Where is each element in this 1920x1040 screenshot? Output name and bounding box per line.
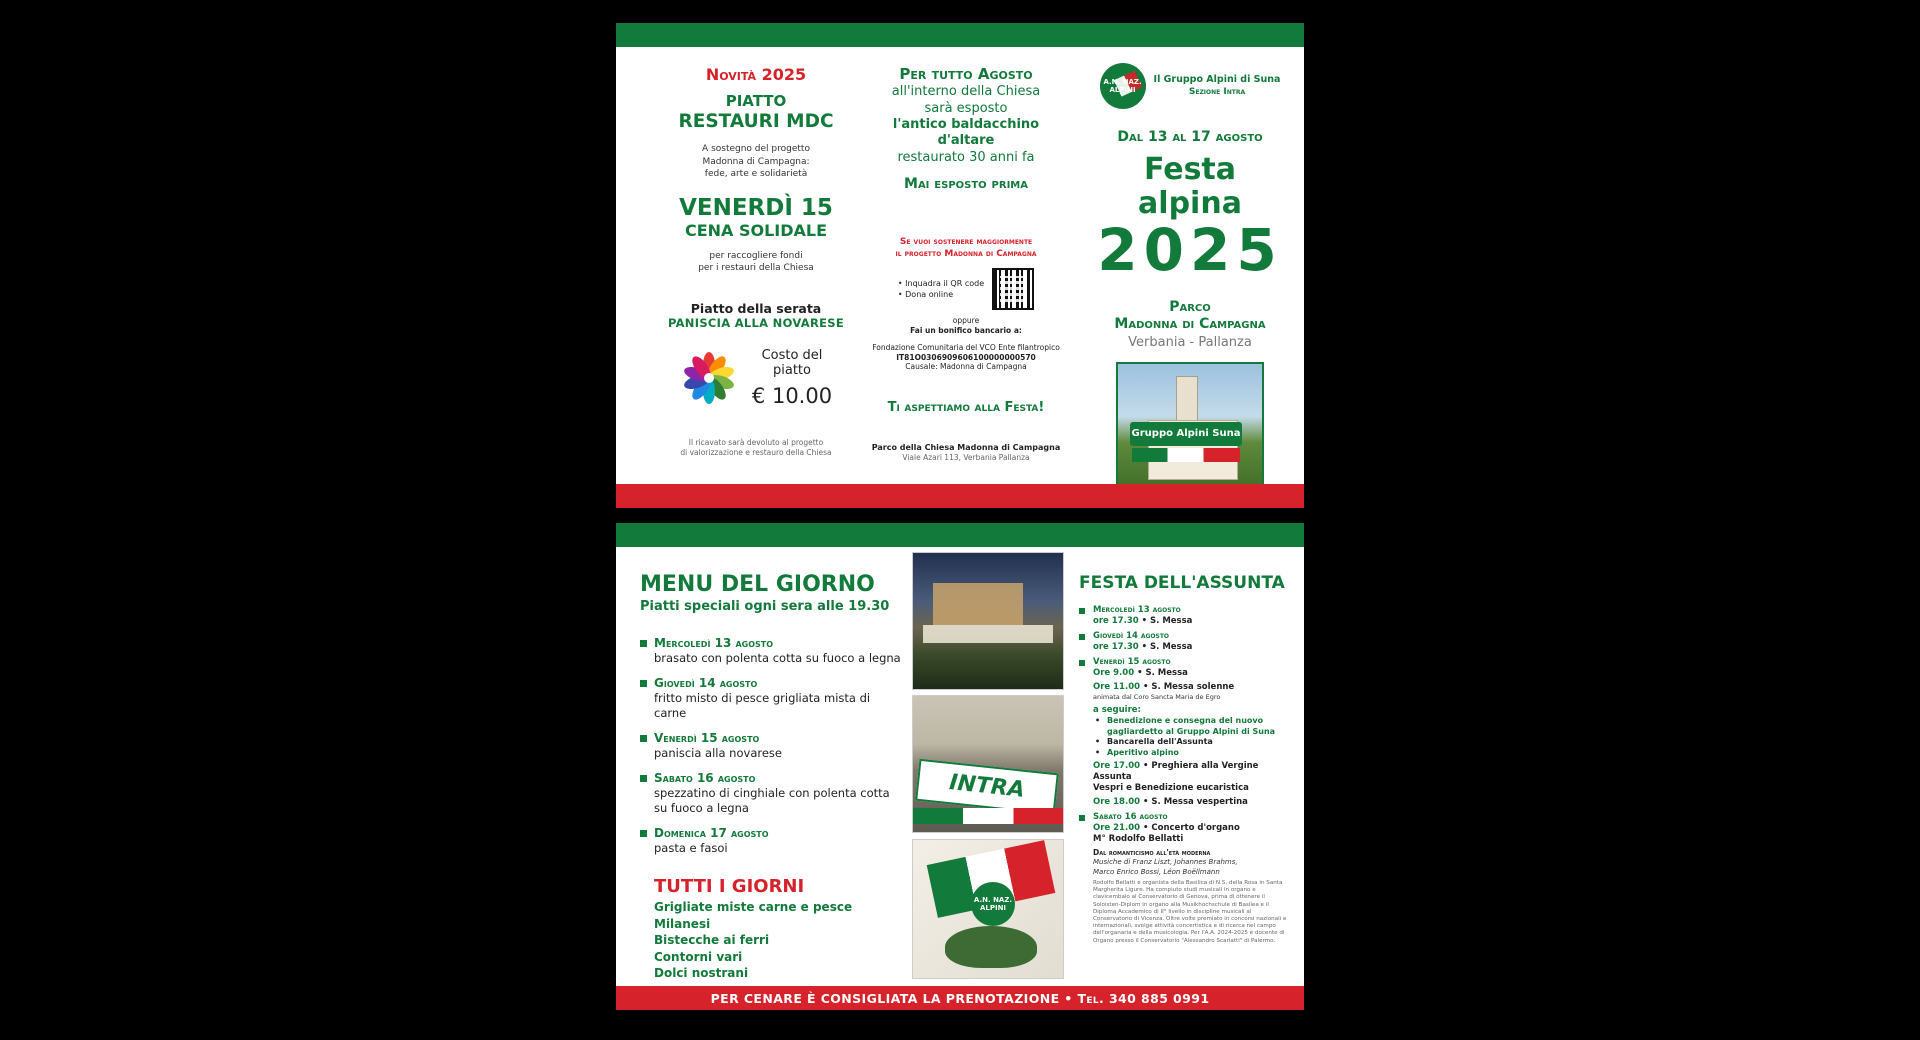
col-festa-alpina (1094, 63, 1286, 497)
menu-item: Sabato 16 agosto spezzatino di cinghiale con polenta cotta su fuoco a legna (640, 771, 902, 816)
novita-heading: Novità 2025 (705, 65, 807, 84)
gruppo-logo-row (1094, 63, 1286, 109)
interno-text: all'interno della Chiesa sarà esposto (891, 84, 1041, 116)
flower-logo-icon (680, 349, 738, 407)
tutti-item: Bistecche ai ferri (654, 933, 770, 947)
organist-bio: Rodolfo Bellatti è organista della Basilica di N.S. della Rosa in Santa Margherita Ligure. Ha compiuto studi musicali in organo e clavicembalo al Conservatorio di Genova, prima di ottenere il Soloisten-Diplom in organo alla Musikhochschule di Basilea e il Diploma Accademico di II° livello in discipline musicali al Conservatorio di Vicenza. Oltre volte premiato in concorsi nazionali e internazionali, svolge attività concertistica e di ricerca nel campo dell'organaria e della musicologia. Per l'A.A. 2024-2025 è docente di Organo presso il Conservatorio "Alessandro Scarlatti" di Palermo. (1093, 880, 1287, 944)
footer-band (616, 986, 1304, 1010)
flyer-front (616, 23, 1304, 508)
event-item: Giovedì 14 agosto ore 17.30 • S. Messa (1079, 631, 1289, 653)
parco-chiesa-text: Parco della Chiesa Madonna di Campagna (871, 442, 1061, 452)
photo-evening-party (912, 552, 1064, 690)
cost-row (656, 348, 856, 408)
col-baldacchino (866, 65, 1066, 462)
assunta-title: FESTA DELL'ASSUNTA (1079, 573, 1285, 593)
menu-item: Venerdì 15 agosto paniscia alla novarese (640, 731, 902, 761)
oppure-text: oppure (952, 316, 980, 325)
flyer-back (616, 523, 1304, 1010)
sostegno-text: A sostegno del progetto Madonna di Campagna: fede, arte e solidarietà (702, 144, 810, 179)
menu-item: Mercoledì 13 agosto brasato con polenta cotta su fuoco a legna (640, 636, 902, 666)
menu-item: Giovedì 14 agosto fritto misto di pesce grigliata mista di carne (640, 676, 902, 721)
piatto-serata: Piatto della serata (690, 300, 822, 316)
event-item: Sabato 16 agosto Ore 21.00 • Concerto d'organo M° Rodolfo Bellatti Dal romanticismo all'età moderna Musiche di Franz Liszt, Johannes Brahms, Marco Enrico Bossi, Léon Boëllmann Rodolfo Bellatti è organista della Basilica di N.S. della Rosa in Santa Margherita Ligure. Ha compiuto studi musicali in organo e clavicembalo al Conservatorio di Genova, prima di ottenere il Soloisten-Diplom in organo alla Musikhochschule di Basilea e il Diploma Accademico di II° livello in discipline musicali al Conservatorio di Vicenza. Oltre volte premiato in concorsi nazionali e internazionali, svolge attività concertistica e di ricerca nel campo dell'organaria e della musicologia. Per l'A.A. 2024-2025 è docente di Organo presso il Conservatorio "Alessandro Scarlatti" di Palermo. (1079, 812, 1289, 945)
festa-title: Festa alpina (1138, 152, 1242, 221)
footer-text: PER CENARE È CONSIGLIATA LA PRENOTAZIONE • Tel. 340 885 0991 (710, 990, 1210, 1006)
sostieni-text: Se vuoi sostenere maggiormente il progetto Madonna di Campagna (895, 237, 1037, 259)
tutti-giorni-title: TUTTI I GIORNI (654, 876, 805, 897)
menu-del-giorno (640, 573, 902, 982)
parco-label: Parco Madonna di Campagna (1114, 299, 1266, 332)
cena-solidale: CENA SOLIDALE (684, 220, 828, 240)
top-green-band (616, 23, 1304, 47)
photo-intra-parade: INTRA (912, 695, 1064, 833)
festa-year: 2025 (1097, 216, 1283, 284)
tutti-item: Contorni vari (654, 949, 743, 964)
fondazione-text: Fondazione Comunitaria del VCO Ente filantropico IT81O0306909606100000000570 Causale: Madonna di Campagna (872, 343, 1060, 371)
photo-alpini-emblem: A.N. NAZ. ALPINI (912, 839, 1064, 979)
festa-assunta (1079, 573, 1289, 949)
seguire-list: • Benedizione e consegna del nuovo gagliardetto al Gruppo Alpini di Suna • Bancarella dell'Assunta • Aperitivo alpino (1093, 716, 1289, 758)
cost-block (752, 348, 832, 408)
qr-row (866, 268, 1066, 310)
verbania-label: Verbania - Pallanza (1128, 335, 1252, 350)
event-item: Mercoledì 13 agosto ore 17.30 • S. Messa (1079, 605, 1289, 627)
qr-item: • Inquadra il QR code (898, 278, 984, 289)
aspettiamo-text: Ti aspettiamo alla Festa! (887, 399, 1045, 415)
restaurato-text: restaurato 30 anni fa (897, 150, 1035, 165)
menu-title: MENU DEL GIORNO (640, 572, 875, 597)
costo-label: Costo del piatto (761, 347, 823, 378)
event-item: Venerdì 15 agosto Ore 9.00 • S. Messa Ore 11.00 • S. Messa solenne animata dal Coro Sancta Maria de Egro a seguire: • Benedizione e consegna del nuovo gagliardetto al Gruppo Alpini di Suna • Bancarella dell'Assunta • Aperitivo alpino Ore 17.00 • Preghiera alla Vergine Assunta Vespri e Benedizione eucaristica Ore 18.00 • S. Messa vespertina (1079, 657, 1289, 808)
tutti-item: Dolci nostrani (654, 966, 749, 980)
raccolta-text: per raccogliere fondi per i restauri della Chiesa (698, 250, 814, 273)
tutti-giorni-list (640, 899, 902, 982)
bottom-green-band (616, 523, 1304, 547)
top-red-band (616, 484, 1304, 508)
menu-list (640, 636, 902, 856)
menu-subtitle: Piatti speciali ogni sera alle 19.30 (640, 599, 890, 614)
col-piatto-restauri (656, 65, 856, 458)
indirizzo-text: Viale Azari 113, Verbania Pallanza (902, 452, 1030, 462)
mai-esposto: Mai esposto prima (904, 176, 1028, 192)
date-range: Dal 13 al 17 agosto (1117, 129, 1263, 145)
qr-list (898, 278, 984, 300)
gruppo-text: Il Gruppo Alpini di Suna Sezione Intra (1153, 74, 1281, 97)
venerdi-heading: VENERDÌ 15 (679, 194, 833, 221)
restauri-mdc: RESTAURI MDC (678, 111, 834, 132)
assunta-list (1079, 605, 1289, 945)
ricavato-note: Il ricavato sarà devoluto al progetto di valorizzazione e restauro della Chiesa (680, 437, 832, 457)
alpini-logo-icon: A.N. NAZ. ALPINI (1100, 63, 1146, 109)
qr-code[interactable] (992, 268, 1034, 310)
menu-item: Domenica 17 agosto pasta e fasoi (640, 826, 902, 856)
baldacchino-text: l'antico baldacchino d'altare (892, 117, 1040, 148)
bonifico-text: Fai un bonifico bancario a: (910, 325, 1022, 335)
paniscia-label: PANISCIA ALLA NOVARESE (667, 315, 845, 330)
price-value: € 10.00 (751, 383, 833, 408)
tutti-item: Grigliate miste carne e pesce (654, 900, 853, 914)
agosto-heading: Per tutto Agosto (899, 65, 1033, 83)
church-photo: Gruppo Alpini Suna (1116, 362, 1264, 497)
piatto-label: PIATTO (725, 92, 787, 110)
qr-item: • Dona online (898, 289, 984, 300)
tutti-item: Milanesi (654, 916, 711, 931)
